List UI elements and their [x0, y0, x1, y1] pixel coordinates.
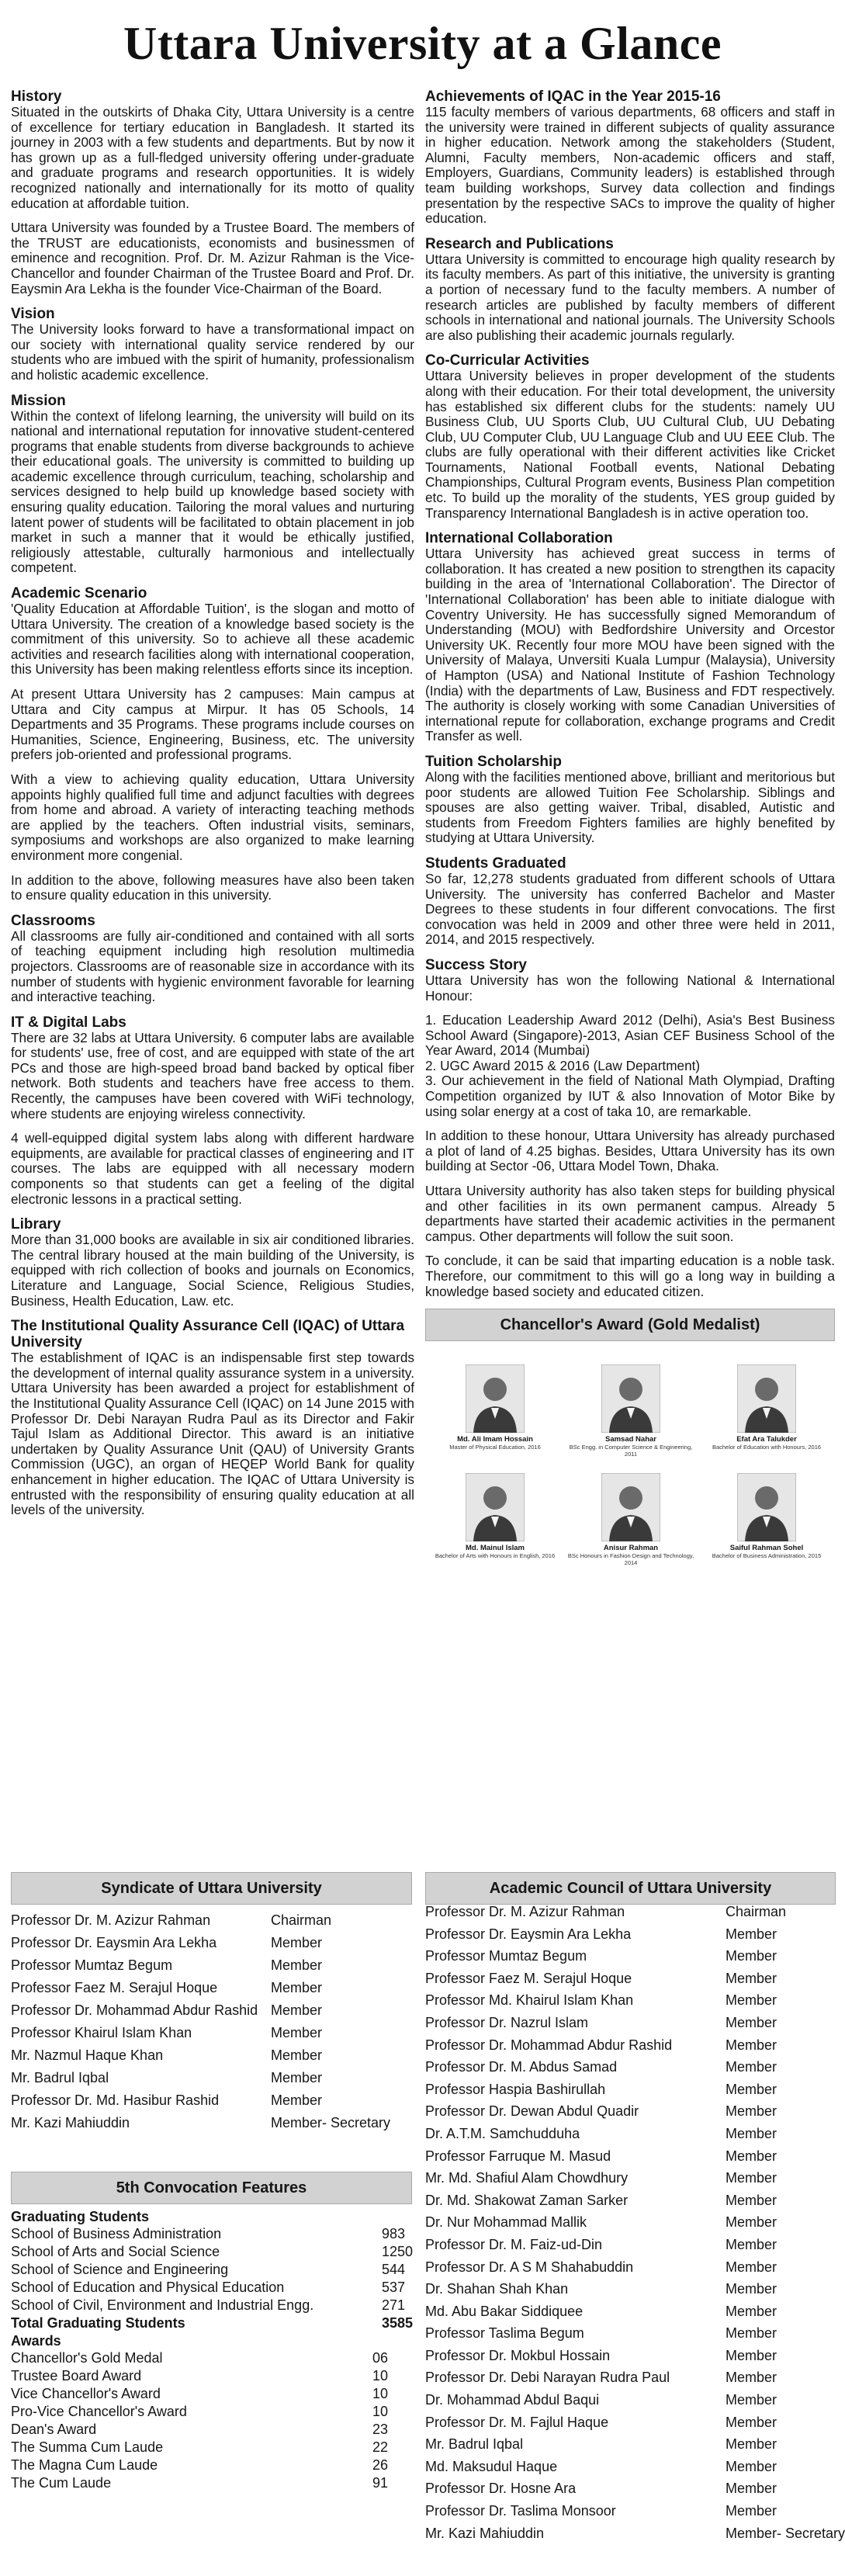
left-column: [11, 88, 414, 1527]
medalist-degree: Bachelor of Business Administration, 2015: [712, 1552, 822, 1560]
section-heading: Research and Publications: [425, 235, 614, 252]
section-heading: Tuition Scholarship: [425, 753, 562, 770]
portrait-photo: [601, 1473, 660, 1541]
section-paragraph: At present Uttara University has 2 campuses: Main campus at Uttara and City campus at Mirpur. It has 05 Schools, 14 Departments and 35 Programs. These programs include courses on Humanities, Science, Engineering, Business, etc. The university prefers job-oriented and professional programs.: [11, 686, 414, 763]
row-label: Chancellor's Gold Medal: [11, 2350, 163, 2366]
section-heading: International Collaboration: [425, 530, 613, 547]
gold-medalist: [701, 1473, 833, 1559]
row-value: Member: [726, 2148, 777, 2164]
table-row: [425, 2145, 834, 2168]
section-heading: History: [11, 88, 62, 105]
row-value: 10: [372, 2368, 389, 2384]
table-row: [425, 2500, 834, 2522]
row-value: Member: [726, 2325, 777, 2342]
row-label: Mr. Kazi Mahiuddin: [11, 2115, 130, 2130]
row-value: 537: [382, 2280, 406, 2295]
row-label: The Summa Cum Laude: [11, 2439, 164, 2455]
table-row: [11, 2474, 410, 2492]
table-row: [425, 2477, 834, 2500]
table-row: [425, 2522, 845, 2545]
section-paragraph: Uttara University was founded by a Trustee Board. The members of the TRUST are educationists, economists and businessmen of eminence and recognition. Prof. Dr. M. Azizur Rahman is the Vice-Chancellor and founder Chairman of the Trustee Board and Prof. Dr. Eaysmin Ara Lekha is the founder Vice-Chairman of the Board.: [11, 220, 414, 296]
section-heading: Co-Curricular Activities: [425, 352, 590, 369]
table-row: [11, 2439, 410, 2456]
row-value: Member: [726, 2436, 777, 2453]
row-label: Professor Dr. A S M Shahabuddin: [425, 2259, 634, 2275]
row-value: Member: [271, 1935, 323, 1950]
portrait-photo: [737, 1473, 796, 1541]
academic-council-list: [425, 1901, 845, 2544]
table-row: [11, 2044, 410, 2067]
table-row: [425, 2211, 834, 2234]
section-heading: Students Graduated: [425, 855, 566, 872]
row-label: School of Business Administration: [11, 2226, 222, 2241]
table-row: [11, 2456, 410, 2474]
row-value: 10: [372, 2404, 389, 2419]
table-row: [11, 2279, 410, 2297]
medalist-degree: BSc Honours in Fashion Design and Technology, 2014: [567, 1552, 694, 1567]
row-value: Member: [726, 2370, 777, 2386]
row-value: Member: [726, 1926, 777, 1942]
table-row: [11, 1909, 410, 1932]
text-section: [425, 855, 835, 948]
section-paragraph: Along with the facilities mentioned above, brilliant and meritorious but poor students are allowed Tuition Fee Scholarship. Siblings and spouses are also getting waiver. Tribal, disabled, Autistic and students from Freedom Fighters families are highly benefited by studying at Uttara University.: [425, 768, 835, 846]
table-row: [425, 2433, 834, 2456]
text-section: [11, 913, 414, 1005]
table-row: [425, 1945, 834, 1968]
row-value: Member: [726, 2037, 777, 2053]
medalist-name: Samsad Nahar: [604, 1435, 656, 1444]
table-row: [425, 2167, 834, 2189]
table-row: [425, 2078, 834, 2101]
table-row: [11, 2261, 410, 2279]
row-value: Member: [726, 1948, 777, 1964]
row-value: 1250: [382, 2244, 414, 2259]
section-paragraph: Uttara University authority has also taken steps for building physical and other facilities in its own permanent campus. Already 5 departments have started their academic activities in the permanent campus. Other departments will follow the suit soon.: [425, 1183, 835, 1244]
row-value: Member: [726, 2103, 777, 2120]
section-paragraph: To conclude, it can be said that imparting education is a noble task. Therefore, our commitment to this will go a long way in building a knowledge based society and educated citizen.: [425, 1253, 835, 1299]
row-label: Professor Mumtaz Begum: [425, 1948, 587, 1964]
table-row: [425, 2389, 834, 2411]
row-label: Professor Dr. M. Fajlul Haque: [425, 2414, 609, 2430]
section-paragraph: Uttara University believes in proper development of the students along with their education. For their total development, the university has established six different clubs for the students: namely UU Business Club, UU Sports Club, UU Cultural Club, UU Debating Club, UU Computer Club, UU Language Club and UU EEE Club. The clubs are fully operational with their different activities like Cricket Tournaments, National Football events, National Debating Championships, Cultural Program events, Business Plan competition etc. To build up the morality of the students, YES group guided by Transparency International Bangladesh is in active operation too.: [425, 368, 835, 521]
row-label: Professor Faez M. Serajul Hoque: [425, 1970, 632, 1986]
medalist-degree: Bachelor of Education with Honours, 2016: [712, 1444, 822, 1451]
table-row: [11, 2067, 410, 2089]
section-paragraph: So far, 12,278 students graduated from different schools of Uttara University. The university has conferred Bachelor and Master Degrees to these students in four different convocations. The first convocation was held in 2009 and other three were held in 2011, 2014, and 2015 respectively.: [425, 870, 835, 948]
section-paragraph: The University looks forward to have a transformational impact on our society with international quality service rendered by our students who are imbued with the spirit of humanity, professionalism and holistic academic excellence.: [11, 321, 414, 383]
table-row: [425, 2056, 834, 2078]
text-section: [425, 352, 835, 521]
row-label: Mr. Badrul Iqbal: [11, 2070, 109, 2085]
table-row: [425, 2456, 834, 2478]
section-heading: The Institutional Quality Assurance Cell (IQAC) of Uttara University: [11, 1318, 405, 1351]
row-value: 22: [372, 2439, 389, 2455]
section-heading: Academic Scenario: [11, 585, 147, 602]
row-label: The Magna Cum Laude: [11, 2457, 158, 2473]
row-value: 983: [382, 2226, 406, 2241]
row-value: Member: [726, 2414, 777, 2430]
table-row: [425, 2278, 834, 2300]
row-value: Member: [271, 2025, 323, 2040]
row-value: Member: [726, 2303, 777, 2319]
row-value: Member: [271, 2047, 323, 2063]
text-section: [425, 88, 835, 227]
section-paragraph: The establishment of IQAC is an indispensable first step towards the development of internal quality assurance system in a university. Uttara University has been awarded a project for establishment of the Institutional Quality Assurance Cell (IQAC) on 14 June 2015 with Professor Dr. Debi Narayan Rudra Paul as its Director and Fakir Tajul Islam as Additional Director. This award is an initiative undertaken by Quality Assurance Unit (QAU) of University Grants Commission (UGC), an organ of HEQEP World Bank for quality enhancement in higher education. The IQAC of Uttara University is entrusted with the responsibility of ensuring quality education at all levels of the university.: [11, 1350, 414, 1518]
portrait-photo: [466, 1364, 525, 1433]
section-paragraph: Situated in the outskirts of Dhaka City, Uttara University is a centre of excellence for tertiary education in Bangladesh. It started its journey in 2003 with a few students and departments. But by now it has grown up as a full-fledged university offering under-graduate and graduate programs and research opportunities. It is widely recognized nationally and internationally for its motto of quality education at affordable tuition.: [11, 104, 414, 211]
row-label: Mr. Badrul Iqbal: [425, 2436, 524, 2453]
table-row: [11, 1932, 410, 1954]
text-section: [11, 1014, 414, 1208]
row-value: Chairman: [726, 1904, 787, 1919]
page-title: Uttara University at a Glance: [123, 18, 722, 69]
table-row: [11, 2367, 410, 2385]
row-value: Member: [726, 2481, 777, 2497]
right-column: [425, 88, 835, 1574]
row-value: 544: [382, 2262, 406, 2277]
table-row: [425, 2345, 834, 2367]
medalist-name: Md. Mainul Islam: [465, 1544, 525, 1553]
table-row: [11, 2297, 410, 2314]
row-value: Member: [726, 2192, 777, 2208]
portrait-photo: [737, 1364, 796, 1433]
row-label: Dr. A.T.M. Samchudduha: [425, 2125, 580, 2141]
syndicate-list: [11, 1909, 410, 2134]
table-row: [425, 2256, 834, 2279]
table-row: [425, 2234, 834, 2256]
section-paragraph: 115 faculty members of various departments, 68 officers and staff in the university were trained in different subjects of quality assurance in higher education. Network among the stakeholders (Student, Alumni, Faculty members, Non-academic officers and staff, Employers, Guardians, Community leaders) is established through team building workshops, Survey data collection and findings presentation by the respective SACs to improve the quality of higher education.: [425, 104, 835, 227]
syndicate-title: Syndicate of Uttara University: [11, 1872, 412, 1905]
table-row: [11, 2112, 410, 2134]
row-label: Professor Faez M. Serajul Hoque: [11, 1980, 218, 1995]
row-value: 91: [372, 2475, 389, 2491]
row-value: Member: [271, 2002, 323, 2018]
row-label: Professor Farruque M. Masud: [425, 2148, 611, 2164]
section-paragraph: In addition to the above, following measures have also been taken to ensure quality education in this university.: [11, 872, 414, 903]
section-paragraph: More than 31,000 books are available in six air conditioned libraries. The central library housed at the main building of the University, is equipped with rich collection of books and journals on Economics, Literature and Language, Social Science, Religious Studies, Business, Health Education, Law. etc.: [11, 1232, 414, 1309]
row-label: Vice Chancellor's Award: [11, 2386, 161, 2401]
row-label: Professor Dr. Debi Narayan Rudra Paul: [425, 2370, 670, 2386]
medalist-name: Efat Ara Talukder: [736, 1435, 797, 1444]
table-row: [11, 2225, 410, 2243]
table-row: [425, 1923, 834, 1946]
text-section: [425, 754, 835, 846]
row-label: Dr. Shahan Shah Khan: [425, 2281, 569, 2297]
section-paragraph: Uttara University has won the following National & International Honour:: [425, 972, 835, 1004]
right-text-sections: [425, 88, 835, 1299]
section-paragraph: 4 well-equipped digital system labs along with different hardware equipments, are available for practical classes of engineering and IT courses. The labs are equipped with all necessary modern components so that students can get a feeling of the digital electronic lessons in a practical setting.: [11, 1130, 414, 1207]
row-value: 26: [372, 2457, 389, 2473]
row-label: Professor Dr. M. Faiz-ud-Din: [425, 2236, 603, 2252]
row-value: Member: [726, 2236, 777, 2252]
convocation-list: [11, 2208, 414, 2492]
section-heading: Vision: [11, 306, 55, 323]
table-row: [425, 1901, 834, 1923]
subheading-text: Graduating Students: [11, 2209, 150, 2224]
row-label: Professor Dr. Eaysmin Ara Lekha: [11, 1935, 217, 1950]
row-value: Member: [726, 2081, 777, 2097]
row-value: Member: [726, 1970, 777, 1986]
row-label: The Cum Laude: [11, 2475, 112, 2491]
row-label: Professor Dr. Dewan Abdul Quadir: [425, 2103, 639, 2120]
row-label: Dr. Nur Mohammad Mallik: [425, 2214, 587, 2231]
row-value: Member: [726, 2259, 777, 2275]
text-section: [425, 530, 835, 744]
table-row: [425, 2322, 834, 2345]
text-section: [11, 1216, 414, 1309]
section-paragraph: 'Quality Education at Affordable Tuition', is the slogan and motto of Uttara University. The creation of a knowledge based society is the commitment of this university. So to achieve all these academic activities and research facilities along with international cooperation, this University has been making relentless efforts since its inception.: [11, 601, 414, 678]
row-value: Member: [726, 2347, 777, 2363]
row-value: Member: [726, 2014, 777, 2030]
text-section: [11, 1318, 414, 1518]
table-row: [425, 2189, 834, 2212]
row-label: Professor Dr. M. Azizur Rahman: [425, 1904, 625, 1919]
gold-medalist: [565, 1364, 697, 1458]
section-heading: Achievements of IQAC in the Year 2015-16: [425, 88, 721, 105]
row-label: School of Civil, Environment and Industrial Engg.: [11, 2297, 314, 2313]
table-row: [11, 1999, 410, 2022]
row-label: Pro-Vice Chancellor's Award: [11, 2404, 187, 2419]
row-label: Dean's Award: [11, 2422, 97, 2437]
text-section: [425, 236, 835, 344]
text-section: [11, 88, 414, 296]
row-label: School of Arts and Social Science: [11, 2244, 220, 2259]
medalist-degree: BSc Engg. in Computer Science & Engineering, 2011: [569, 1444, 693, 1458]
row-label: Dr. Md. Shakowat Zaman Sarker: [425, 2192, 629, 2208]
table-row: [425, 2411, 834, 2434]
chancellor-award-box: [425, 1309, 835, 1574]
section-heading: Library: [11, 1216, 61, 1233]
text-section: [11, 306, 414, 383]
table-row: [11, 2385, 410, 2403]
row-label: Dr. Mohammad Abdul Baqui: [425, 2392, 600, 2408]
graduating-heading: [11, 2208, 410, 2225]
academic-council-title: Academic Council of Uttara University: [425, 1872, 836, 1905]
row-value: Member: [726, 2125, 777, 2141]
table-row: [425, 2034, 834, 2057]
row-label: School of Science and Engineering: [11, 2262, 229, 2277]
section-heading: Success Story: [425, 956, 527, 973]
row-label: Professor Dr. Mohammad Abdur Rashid: [11, 2002, 258, 2018]
section-paragraph: There are 32 labs at Uttara University. 6 computer labs are available for students' use, free of cost, and are equipped with state of the art PCs and those are high-speed broad band backed by optical fiber network. Both students and teachers have free access to them. Recently, the campuses have been covered with WiFi technology, where students are enjoying wireless connectivity.: [11, 1029, 414, 1122]
medalist-name: Saiful Rahman Sohel: [729, 1544, 804, 1553]
section-paragraph: Uttara University has achieved great success in terms of collaboration. It has created a new position to strengthen its capacity building in the area of 'International Collaboration'. The Director of 'International Collaboration' has been able to initiate dialogue with Coventry University. He has successfully signed Memorandum of Understanding (MOU) with Bedfordshire University and Orcestor University UK. Recently four more MOU have been signed with the University of Malaya, Unversiti Kuala Lumpur (Malaysia), University of Hampton (USA) and National Institute of Fashion Technology (India) with the departments of Law, Business and FDT respectively. The authority is closely working with some Canadian Universities of international repute for collaboration, exchange programs and Credit Transfer as well.: [425, 546, 835, 744]
portrait-photo: [466, 1473, 525, 1541]
section-heading: Mission: [11, 392, 66, 409]
section-paragraph: All classrooms are fully air-conditioned and contained with all sorts of teaching equipment including high resolution multimedia projectors. Classrooms are of reasonable size in accordance with its number of students with hygienic environment favorable for learning and interactive teaching.: [11, 927, 414, 1005]
table-row: [11, 1977, 410, 1999]
gold-medalist: [565, 1473, 697, 1566]
medalist-name: Anisur Rahman: [603, 1544, 659, 1553]
table-row: [425, 2300, 834, 2323]
awards-heading: [11, 2332, 410, 2349]
row-value: Member- Secretary: [726, 2525, 845, 2541]
section-heading: Classrooms: [11, 912, 95, 929]
row-label: Professor Md. Khairul Islam Khan: [425, 1992, 634, 2009]
row-label: Mr. Md. Shafiul Alam Chowdhury: [425, 2170, 629, 2186]
row-value: Member: [726, 2458, 777, 2474]
table-row: [11, 1954, 410, 1977]
row-value: Member: [271, 1980, 323, 1995]
row-value: Member: [726, 2214, 777, 2231]
gold-medalist: [701, 1364, 833, 1451]
row-label: Total Graduating Students: [11, 2315, 185, 2331]
section-paragraph: Within the context of lifelong learning, the university will build on its national and international reputation for innovative student-centered programs that enable students from diverse backgrounds to achieve their educational goals. The university is committed to building up academic excellence through curriculum, teaching, scholarship and services designed to help build up knowledge based society with ensuring quality education. Tailoring the moral values and nurturing latent power of students will be facilitated to obtain placement in job market in such a manner that it would be ethically justified, religiously attestable, culturally harmonious and intellectually competent.: [11, 407, 414, 576]
row-label: Mr. Nazmul Haque Khan: [11, 2047, 164, 2063]
text-section: [11, 393, 414, 577]
portrait-photo: [601, 1364, 660, 1433]
chancellor-award-title: Chancellor's Award (Gold Medalist): [425, 1309, 835, 1341]
gold-medalist: [429, 1473, 561, 1559]
row-label: Professor Dr. Md. Hasibur Rashid: [11, 2092, 220, 2108]
row-label: Professor Dr. Nazrul Islam: [425, 2014, 589, 2030]
section-heading: IT & Digital Labs: [11, 1014, 126, 1031]
row-value: Member: [271, 2070, 323, 2085]
table-row: [425, 1989, 834, 2012]
table-row: [425, 2366, 834, 2389]
row-label: Professor Dr. Mokbul Hossain: [425, 2347, 611, 2363]
row-label: Professor Dr. Mohammad Abdur Rashid: [425, 2037, 673, 2053]
table-row: [11, 2089, 410, 2112]
medalist-degree: Bachelor of Arts with Honours in English, 2016: [435, 1552, 556, 1560]
row-value: Member: [726, 2059, 777, 2075]
row-label: Md. Abu Bakar Siddiquee: [425, 2303, 584, 2319]
row-value: Chairman: [271, 1912, 332, 1928]
row-value: Member: [726, 2170, 777, 2186]
table-row: [11, 2022, 410, 2044]
row-label: Professor Dr. Hosne Ara: [425, 2481, 577, 2497]
row-label: Professor Dr. Eaysmin Ara Lekha: [425, 1926, 632, 1942]
table-row: [11, 2349, 410, 2367]
table-row: [11, 2243, 414, 2261]
row-value: Member- Secretary: [271, 2115, 391, 2130]
row-value: Member: [271, 1957, 323, 1973]
row-value: Member: [726, 2503, 777, 2519]
row-value: 271: [382, 2297, 406, 2313]
table-row: [425, 2100, 834, 2123]
subheading-text: Awards: [11, 2333, 61, 2349]
table-row: [425, 2123, 834, 2145]
gold-medalist: [429, 1364, 561, 1451]
row-value: 3585: [382, 2315, 414, 2331]
table-row: [11, 2314, 414, 2332]
row-label: Mr. Kazi Mahiuddin: [425, 2525, 545, 2541]
row-label: Professor Mumtaz Begum: [11, 1957, 173, 1973]
row-value: 23: [372, 2422, 389, 2437]
section-paragraph: With a view to achieving quality education, Uttara University appoints highly qualified full time and adjunct faculties with degrees from home and abroad. A variety of interacting teaching methods are applied by the teachers. Often industrial visits, seminars, symposiums and workshops are also organized to make learning environment more congenial.: [11, 771, 414, 863]
row-value: Member: [271, 2092, 323, 2108]
row-label: Professor Dr. M. Abdus Samad: [425, 2059, 618, 2075]
table-row: [425, 1968, 834, 1990]
row-value: Member: [726, 1992, 777, 2009]
table-row: [11, 2403, 410, 2421]
row-label: Professor Khairul Islam Khan: [11, 2025, 192, 2040]
row-value: 06: [372, 2350, 389, 2366]
text-section: [425, 957, 835, 1299]
row-label: Trustee Board Award: [11, 2368, 142, 2384]
medalist-name: Md. Ali Imam Hossain: [457, 1435, 533, 1444]
row-label: Professor Taslima Begum: [425, 2325, 584, 2342]
table-row: [425, 2012, 834, 2034]
convocation-title: 5th Convocation Features: [11, 2172, 412, 2204]
medalist-degree: Master of Physical Education, 2016: [449, 1444, 541, 1451]
row-label: Professor Haspia Bashirullah: [425, 2081, 606, 2097]
row-label: School of Education and Physical Education: [11, 2280, 285, 2295]
gold-medalist-photos: [425, 1341, 835, 1574]
row-value: Member: [726, 2392, 777, 2408]
row-value: 10: [372, 2386, 389, 2401]
row-label: Professor Dr. M. Azizur Rahman: [11, 1912, 211, 1928]
section-paragraph: Uttara University is committed to encourage high quality research by its faculty members. As part of this initiative, the university is granting a portion of necessary fund to the faculty members. A number of research articles are published by faculty members of different schools in international and national journals. The University Schools are also publishing their academic journals regularly.: [425, 251, 835, 343]
text-section: [11, 585, 414, 903]
table-row: [11, 2421, 410, 2439]
section-paragraph: 1. Education Leadership Award 2012 (Delhi), Asia's Best Business School Award (Singapore)-2013, Asian CEF Business School of the Year Award, 2014 (Mumbai) 2. UGC Award 2015 & 2016 (Law Department) 3. Our achievement in the field of National Math Olympiad, Drafting Competition organized by IUT & also Innovation of Motor Bike by using solar energy at a cost of taka 10, are remarkable.: [425, 1012, 835, 1119]
row-value: Member: [726, 2281, 777, 2297]
section-paragraph: In addition to these honour, Uttara University has already purchased a plot of land of 4.25 bighas. Besides, Uttara University has its own building at Sector -06, Uttara Model Town, Dhaka.: [425, 1128, 835, 1174]
row-label: Professor Dr. Taslima Monsoor: [425, 2503, 616, 2519]
row-label: Md. Maksudul Haque: [425, 2458, 558, 2474]
